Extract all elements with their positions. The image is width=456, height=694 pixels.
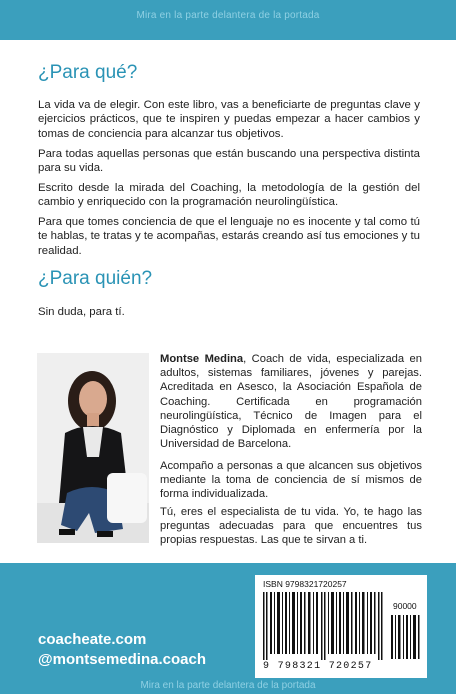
barcode-box: [255, 575, 427, 678]
top-band: [0, 0, 456, 40]
price-barcode: [391, 615, 421, 659]
barcode-digits: 9 798321 720257: [263, 661, 373, 672]
price-code: 90000: [393, 601, 417, 611]
isbn-barcode: [263, 592, 391, 660]
paragraph-1: La vida va de elegir. Con este libro, vas a beneficiarte de preguntas clave y ejercicios prácticos, que te inspiren y puedas empezar a hacer cambios y tomas de conciencia para alcanzar tus objetivos.: [38, 99, 420, 140]
paragraph-4: Para que tomes conciencia de que el lenguaje no es inocente y tal como tú te hablas, te tratas y te acompañas, estarás creando así tus emociones y tu realidad.: [38, 216, 420, 257]
author-name: Montse Medina: [160, 353, 244, 365]
author-bio-1-text: , Coach de vida, especializada en adultos, sistemas familiares, jóvenes y parejas. Acreditada en Asesco, la Asociación Española de Coaching. Certificada en programación neurolingüística, Técnico de Imagen para el Diagnóstico y Diplomada en enfermería por la Universidad de Barcelona.: [160, 353, 422, 451]
heading-para-quien: ¿Para quién?: [38, 268, 153, 289]
isbn-label: ISBN 9798321720257: [263, 579, 347, 589]
paragraph-2: Para todas aquellas personas que están buscando una perspectiva distinta para su vida.: [38, 148, 420, 175]
author-bio-2: Acompaño a personas a que alcancen sus objetivos mediante la toma de conciencia de sí mismos de forma individualizada.: [160, 460, 422, 501]
author-portrait-image: [37, 353, 149, 543]
paragraph-3: Escrito desde la mirada del Coaching, la metodología de la gestión del cambio y enriquecido con la programación neurolingüística.: [38, 182, 420, 209]
author-bio-3: Tú, eres el especialista de tu vida. Yo, te hago las preguntas adecuadas para que encuentres tus propias respuestas. Las que te sirvan a ti.: [160, 506, 422, 547]
author-bio-1: [160, 352, 422, 451]
social-handle[interactable]: @montsemedina.coach: [38, 651, 207, 668]
author-photo: [37, 353, 149, 543]
top-caption: Mira en la parte delantera de la portada: [136, 10, 320, 21]
website-link[interactable]: coacheate.com: [38, 631, 147, 648]
heading-para-que: ¿Para qué?: [38, 62, 138, 83]
para-quien-text: Sin duda, para tí.: [38, 306, 125, 318]
bottom-caption: Mira en la parte delantera de la portada: [140, 680, 316, 691]
